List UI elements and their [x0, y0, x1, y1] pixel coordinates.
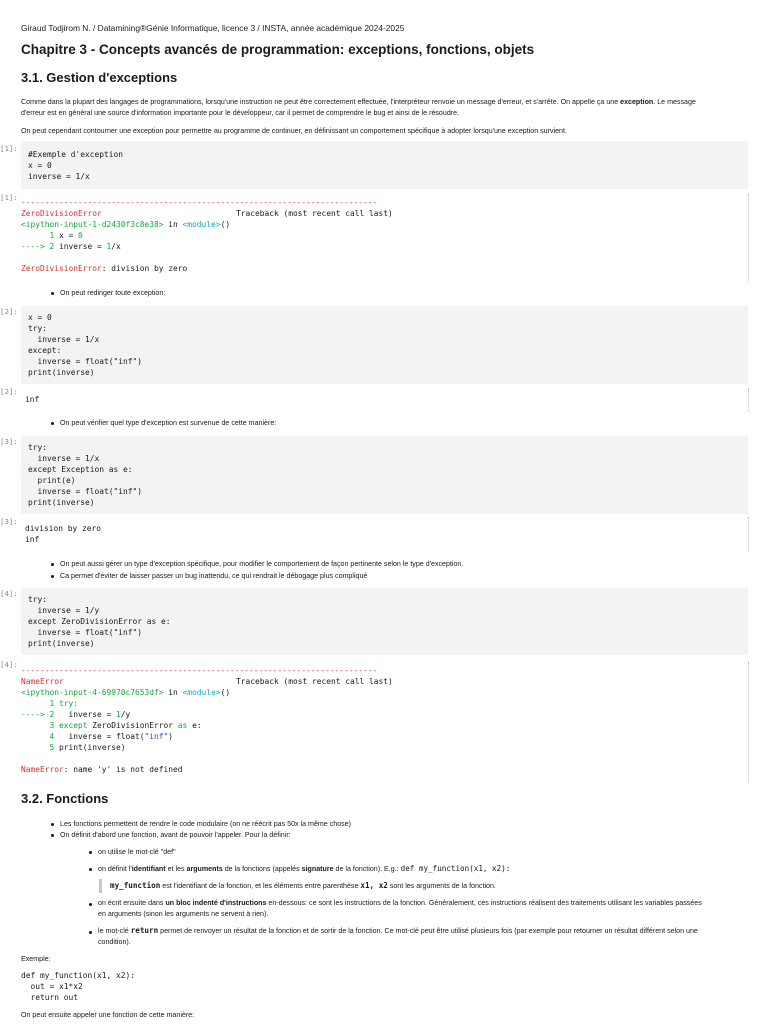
line-value: 0 — [78, 231, 83, 240]
traceback-dashes: --------------------------------------------------------------------------- — [21, 666, 378, 675]
code-line: except Exception as e: — [28, 465, 133, 474]
output-prompt-3: [3]: — [0, 517, 18, 526]
code-line: inverse = 1/x — [28, 454, 100, 463]
sub-bullet-text: on utilise le mot-clé "def" — [98, 848, 176, 856]
inline-code: my_function — [110, 881, 161, 890]
intro-bold-term: exception — [620, 98, 654, 106]
error-arrow: ----> 2 — [21, 710, 60, 719]
error-name: NameError — [21, 765, 64, 774]
traceback-line-2 — [21, 709, 130, 720]
text: de la fonctions (appelés — [222, 865, 302, 873]
output-prompt-4: [4]: — [0, 660, 18, 669]
text: sont les arguments de la fonction. — [387, 882, 496, 890]
text: en-dessous: ce sont les instructions de la fonction. Généralement, ces instructions réalisent des traitements utilisant les variables passées — [266, 899, 702, 907]
code-cell-3[interactable] — [21, 436, 748, 514]
code-line: except: — [28, 346, 62, 355]
paren: () — [220, 688, 231, 697]
input-prompt-1: [1]: — [0, 144, 18, 153]
example-label: Exemple: — [21, 955, 51, 963]
code-line: print(e) — [28, 476, 76, 485]
code-line: print(inverse) — [28, 368, 95, 377]
intro-paragraph-2: On peut cependant contourner une exception pour permettre au programme de continuer, en définissant un comportement spécifique à adopter lorsqu'une exception survient. — [21, 127, 567, 135]
text: on définit l' — [98, 865, 132, 873]
bullet-text: On peut rediriger toute exception: — [60, 289, 166, 297]
line-number: 1 — [21, 231, 60, 240]
bold-term: signature — [301, 865, 334, 873]
sub-bullet-text — [98, 898, 746, 919]
input-ref: <ipython-input-1-d2430f3c8e38> — [21, 220, 164, 229]
bold-term: un bloc indenté d'instructions — [165, 899, 267, 907]
text: de la fonction). E.g.: — [333, 865, 401, 873]
bullet-dot — [51, 563, 54, 566]
code-line: x = 0 — [28, 313, 52, 322]
code-line: try: — [28, 324, 48, 333]
code-line: try: — [28, 443, 48, 452]
bullet-text: On définit d'abord une fonction, avant de pouvoir l'appeler. Pour la définir: — [60, 831, 291, 839]
output-line: division by zero — [25, 524, 102, 533]
line-code-end: e: — [187, 721, 202, 730]
traceback-label: Traceback (most recent call last) — [236, 209, 393, 218]
line-code: print(inverse) — [59, 743, 126, 752]
code-line: def my_function(x1, x2): — [21, 971, 136, 980]
code-line: except ZeroDivisionError as e: — [28, 617, 171, 626]
line-code-end: /x — [111, 242, 121, 251]
traceback-line-3 — [21, 720, 202, 731]
line-number: 3 — [21, 721, 60, 730]
bold-term: arguments — [186, 865, 223, 873]
chapter-title: Chapitre 3 - Concepts avancés de programmation: exceptions, fonctions, objets — [21, 42, 535, 57]
output-line: inf — [25, 395, 40, 404]
output-prompt-2: [2]: — [0, 387, 18, 396]
page-header: Giraud Todjirom N. / Datamining®Génie Informatique, licence 3 / INSTA, année académique 2024-2025 — [21, 23, 405, 33]
bullet-dot — [89, 868, 92, 871]
final-text: On peut ensuite appeler une fonction de cette manière: — [21, 1011, 195, 1019]
code-line: print(inverse) — [28, 498, 95, 507]
intro-paragraph — [21, 97, 749, 119]
code-line: return out — [21, 993, 79, 1002]
line-code: ZeroDivisionError — [87, 721, 178, 730]
string-literal: "inf" — [144, 732, 169, 741]
line-value: 1 — [106, 242, 112, 251]
code-line: inverse = float("inf") — [28, 357, 143, 366]
inline-code: x1, x2 — [360, 881, 388, 890]
sub-bullet-text — [98, 926, 746, 947]
keyword: try: — [59, 699, 79, 708]
code-line: x = 0 — [28, 161, 52, 170]
line-code: inverse = — [59, 710, 117, 719]
blockquote-bar — [99, 879, 102, 893]
intro-text-line2: d'erreur est en général une source d'information importante pour le développeur, car il permet de comprendre le bug et ainsi de le résoudre. — [21, 109, 460, 117]
bullet-dot — [51, 422, 54, 425]
text: permet de renvoyer un résultat de la fonction et de sortir de la fonction. Ce mot-clé peut être utilisé plusieurs fois (par exemple pour retourner un résultat différent selon une — [158, 927, 698, 935]
text: le mot-clé — [98, 927, 131, 935]
error-arrow: ----> 2 — [21, 242, 60, 251]
in-keyword: in — [163, 220, 183, 229]
traceback-line-4 — [21, 731, 173, 742]
error-message — [21, 764, 183, 775]
error-text: : division by zero — [101, 264, 188, 273]
intro-text: Comme dans la plupart des langages de programmations, lorsqu'une instruction ne peut être correctement effectuée, l'interpréteur renvoie un message d'erreur, et s'arrête. On appelle ça une — [21, 98, 621, 106]
output-3 — [21, 517, 749, 551]
code-line: #Exemple d'exception — [28, 150, 124, 159]
line-number: 4 — [21, 732, 60, 741]
input-prompt-3: [3]: — [0, 437, 18, 446]
text: on écrit ensuite dans — [98, 899, 166, 907]
bullet-text: Les fonctions permettent de rendre le code modulaire (on ne réécrit pas 50x la même chose) — [60, 820, 351, 828]
code-line: inverse = float("inf") — [28, 628, 143, 637]
code-line: inverse = float("inf") — [28, 487, 143, 496]
input-prompt-2: [2]: — [0, 307, 18, 316]
keyword: as — [177, 721, 188, 730]
line-code-end: ) — [168, 732, 174, 741]
bullet-dot — [51, 575, 54, 578]
traceback-header — [21, 676, 393, 687]
traceback-line-1 — [21, 230, 83, 241]
code-cell-4[interactable] — [21, 588, 748, 655]
intro-text-end: . Le message — [653, 98, 696, 106]
bullet-dot — [51, 834, 54, 837]
error-name: ZeroDivisionError — [21, 264, 102, 273]
error-output-1 — [21, 194, 749, 282]
keyword: except — [59, 721, 88, 730]
code-line: inverse = 1/x — [28, 335, 100, 344]
code-line: inverse = 1/x — [28, 172, 90, 181]
bullet-dot — [89, 903, 92, 906]
code-line: inverse = 1/y — [28, 606, 100, 615]
bullet-dot — [51, 823, 54, 826]
code-cell-1[interactable] — [21, 141, 748, 189]
bullet-dot — [89, 851, 92, 854]
inline-code: def my_function(x1, x2): — [400, 864, 511, 873]
output-2 — [21, 388, 749, 412]
output-prompt-1: [1]: — [0, 193, 18, 202]
output-line: inf — [25, 535, 40, 544]
input-prompt-4: [4]: — [0, 589, 18, 598]
bullet-dot — [51, 292, 54, 295]
traceback-header — [21, 208, 393, 219]
line-code: x = — [59, 231, 79, 240]
paren: () — [220, 220, 231, 229]
blockquote-text — [110, 881, 496, 892]
inline-code: return — [130, 926, 159, 935]
traceback-line-2 — [21, 241, 121, 252]
error-text: : name 'y' is not defined — [63, 765, 183, 774]
bullet-dot — [89, 931, 92, 934]
module-ref: <module> — [182, 220, 221, 229]
code-line: try: — [28, 595, 48, 604]
module-ref: <module> — [182, 688, 221, 697]
traceback-label: Traceback (most recent call last) — [236, 677, 393, 686]
traceback-line-1 — [21, 698, 78, 709]
traceback-location — [21, 219, 230, 230]
text: est l'identifiant de la fonction, et les éléments entre parenthèse — [160, 882, 361, 890]
line-number: 1 — [21, 699, 60, 708]
bullet-text: On peut vérifier quel type d'exception est survenue de cette manière: — [60, 419, 277, 427]
line-code: inverse = float( — [59, 732, 145, 741]
code-line: out = x1*x2 — [21, 982, 83, 991]
line-value: 1 — [116, 710, 121, 719]
bullet-text: On peut aussi gérer un type d'exception spécifique, pour modifier le comportement de façon pertinente selon le type d'exception. — [60, 560, 464, 568]
code-line: print(inverse) — [28, 639, 95, 648]
error-output-4 — [21, 662, 749, 782]
text: en arguments (sinon les arguments ne servent à rien). — [98, 909, 269, 918]
input-ref: <ipython-input-4-69970c7653df> — [21, 688, 164, 697]
text: et les — [165, 865, 187, 873]
bullet-text: Ca permet d'éviter de laisser passer un bug inattendu, ce qui rendrait le débogage plus compliqué — [60, 572, 368, 580]
in-keyword: in — [163, 688, 183, 697]
traceback-location — [21, 687, 230, 698]
line-number: 5 — [21, 743, 60, 752]
text: condition). — [98, 937, 131, 946]
bold-term: identifiant — [131, 865, 166, 873]
error-message — [21, 263, 187, 274]
traceback-line-5 — [21, 742, 126, 753]
error-name: NameError — [21, 677, 64, 686]
line-code-end: /y — [120, 710, 131, 719]
section-title-exceptions: 3.1. Gestion d'exceptions — [21, 70, 178, 85]
sub-bullet-text — [98, 864, 510, 875]
code-cell-2[interactable] — [21, 306, 748, 384]
traceback-dashes: --------------------------------------------------------------------------- — [21, 198, 378, 207]
line-code: inverse = — [59, 242, 107, 251]
error-name: ZeroDivisionError — [21, 209, 102, 218]
section-title-functions: 3.2. Fonctions — [21, 791, 109, 806]
